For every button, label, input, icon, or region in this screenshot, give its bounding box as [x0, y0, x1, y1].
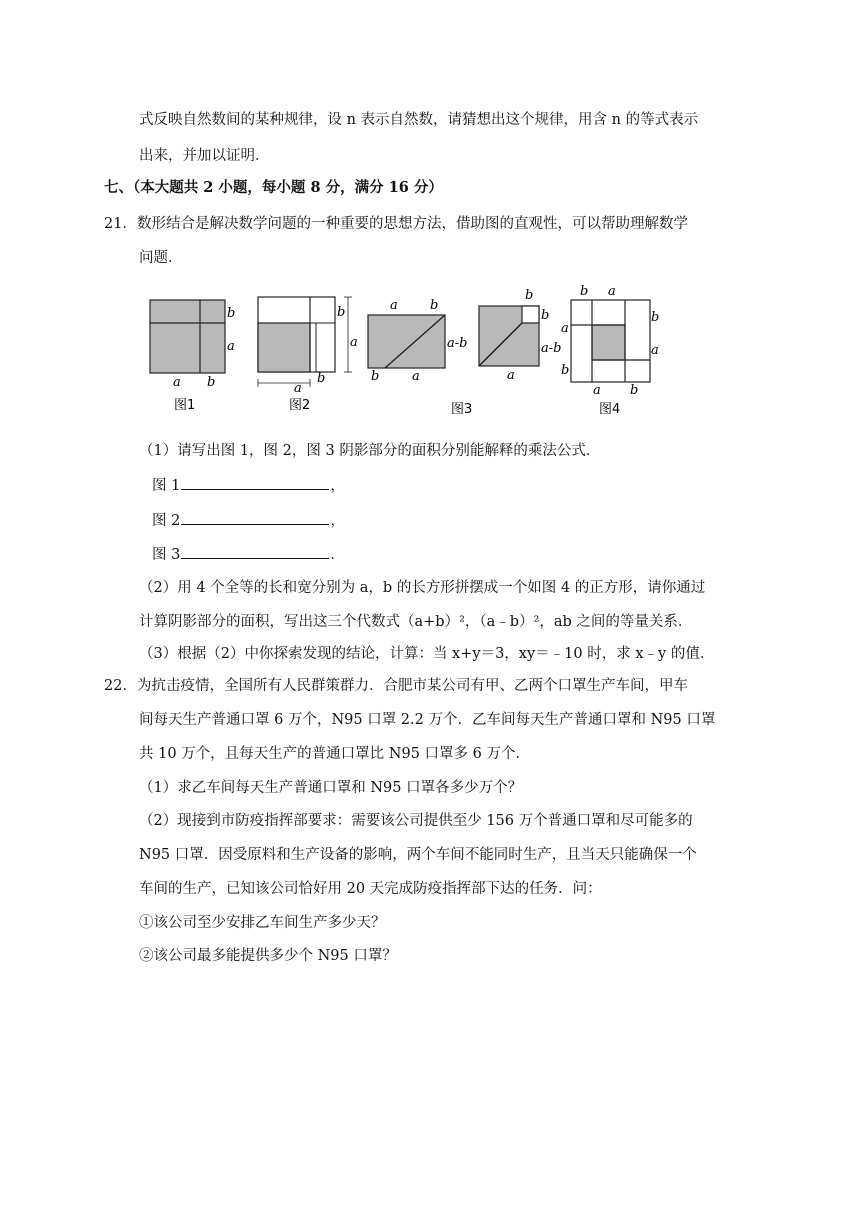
fig2-label-b-bottom: b	[317, 371, 326, 386]
q22-part-2-line-1: （2）现接到市防疫指挥部要求：需要该公司提供至少 156 万个普通口罩和尽可能多的	[139, 813, 693, 829]
q21-part-1: （1）请写出图 1，图 2，图 3 阴影部分的面积分别能解释的乘法公式．	[139, 443, 601, 459]
q22-part-2-line-3: 车间的生产，已知该公司恰好用 20 天完成防疫指挥部下达的任务．问：	[139, 881, 602, 897]
fig3l-label-a-top: a	[390, 298, 398, 313]
fig1-label-a-bottom: a	[173, 375, 181, 390]
q21-blank-3	[152, 544, 345, 565]
q22-part-2-line-2: N95 口罩．因受原料和生产设备的影响，两个车间不能同时生产，且当天只能确保一个	[139, 847, 697, 863]
fig4-label-b-top: b	[580, 284, 589, 299]
fig1-label-b-bottom: b	[207, 375, 216, 390]
fig4-label-a-right: a	[651, 343, 659, 358]
blank-2-prefix: 图 2	[152, 513, 181, 529]
fig2-label-a-right: a	[350, 335, 358, 350]
figure-1	[150, 300, 235, 413]
fig1-label-a-right: a	[227, 339, 235, 354]
fig4-label-a-bottom: a	[593, 383, 601, 398]
answer-blank-3	[181, 544, 329, 559]
blank-3-prefix: 图 3	[152, 547, 181, 563]
fig4-label-b-left: b	[561, 363, 570, 378]
q22-part-1: （1）求乙车间每天生产普通口罩和 N95 口罩各多少万个？	[139, 780, 523, 796]
fig3l-label-amb-right: a-b	[447, 336, 468, 351]
q21-part-2-line-1: （2）用 4 个全等的长和宽分别为 a，b 的长方形拼摆成一个如图 4 的正方形，请你通过	[139, 580, 706, 596]
q22-line-3: 共 10 万个，且每天生产的普通口罩比 N95 口罩多 6 万个．	[139, 746, 530, 762]
blank-1-prefix: 图 1	[152, 478, 181, 494]
fig3r-label-amb-right: a-b	[541, 341, 562, 356]
figure-4	[561, 284, 659, 417]
blank-2-suffix: ，	[330, 513, 345, 529]
figure-2	[258, 297, 358, 413]
fig3l-label-b-bottom: b	[371, 369, 380, 384]
blank-1-suffix: ，	[330, 478, 345, 494]
answer-blank-1	[181, 475, 329, 490]
fig1-label-b-right: b	[227, 306, 236, 321]
fig4-label-a-top: a	[608, 284, 616, 299]
answer-blank-2	[181, 510, 329, 525]
q21-part-2-line-2: 计算阴影部分的面积，写出这三个代数式（a+b）²，（a﹣b）²，ab 之间的等量关系．	[139, 614, 693, 630]
q21-blank-1	[152, 475, 345, 496]
fig2-label-b-right: b	[337, 305, 346, 320]
q22-line-2: 间每天生产普通口罩 6 万个，N95 口罩 2.2 万个．乙车间每天生产普通口罩和 N95 口罩	[139, 712, 716, 728]
fig1-caption: 图1	[174, 398, 196, 413]
q22-line-1: 22．为抗击疫情，全国所有人民群策群力．合肥市某公司有甲、乙两个口罩生产车间，甲车	[104, 678, 688, 694]
intro-line-1: 式反映自然数间的某种规律，设 n 表示自然数，请猜想出这个规律，用含 n 的等式表示	[139, 112, 699, 128]
fig3r-label-b-top: b	[525, 288, 534, 303]
blank-3-suffix: ．	[330, 547, 345, 563]
q21-part-3: （3）根据（2）中你探索发现的结论，计算：当 x+y＝3，xy＝﹣10 时，求 x﹣y 的值．	[139, 646, 715, 662]
q22-sub-2: ②该公司最多能提供多少个 N95 口罩？	[139, 948, 397, 964]
figure-3-left	[368, 298, 467, 384]
fig2-caption: 图2	[289, 398, 311, 413]
fig3r-label-b-right: b	[541, 308, 550, 323]
fig4-label-a-left: a	[561, 321, 569, 336]
intro-line-2: 出来，并加以证明．	[139, 148, 270, 164]
q21-line-1: 21．数形结合是解决数学问题的一种重要的思想方法，借助图的直观性，可以帮助理解数学	[104, 216, 688, 232]
fig3l-label-b-top: b	[430, 298, 439, 313]
figure-3-right	[451, 288, 561, 417]
section-heading: 七、（本大题共 2 小题，每小题 8 分，满分 16 分）	[104, 179, 443, 196]
q21-figures	[140, 282, 680, 422]
q21-blank-2	[152, 510, 345, 531]
fig2-label-a-bottom: a	[294, 381, 302, 396]
fig4-caption: 图4	[599, 402, 621, 417]
q22-sub-1: ①该公司至少安排乙车间生产多少天？	[139, 915, 386, 931]
fig3-caption: 图3	[451, 402, 473, 417]
fig4-label-b-bottom: b	[630, 383, 639, 398]
fig4-label-b-right: b	[651, 310, 660, 325]
fig3r-label-a-bottom: a	[507, 368, 515, 383]
q21-line-2: 问题．	[139, 250, 183, 266]
fig3l-label-a-bottom: a	[412, 369, 420, 384]
